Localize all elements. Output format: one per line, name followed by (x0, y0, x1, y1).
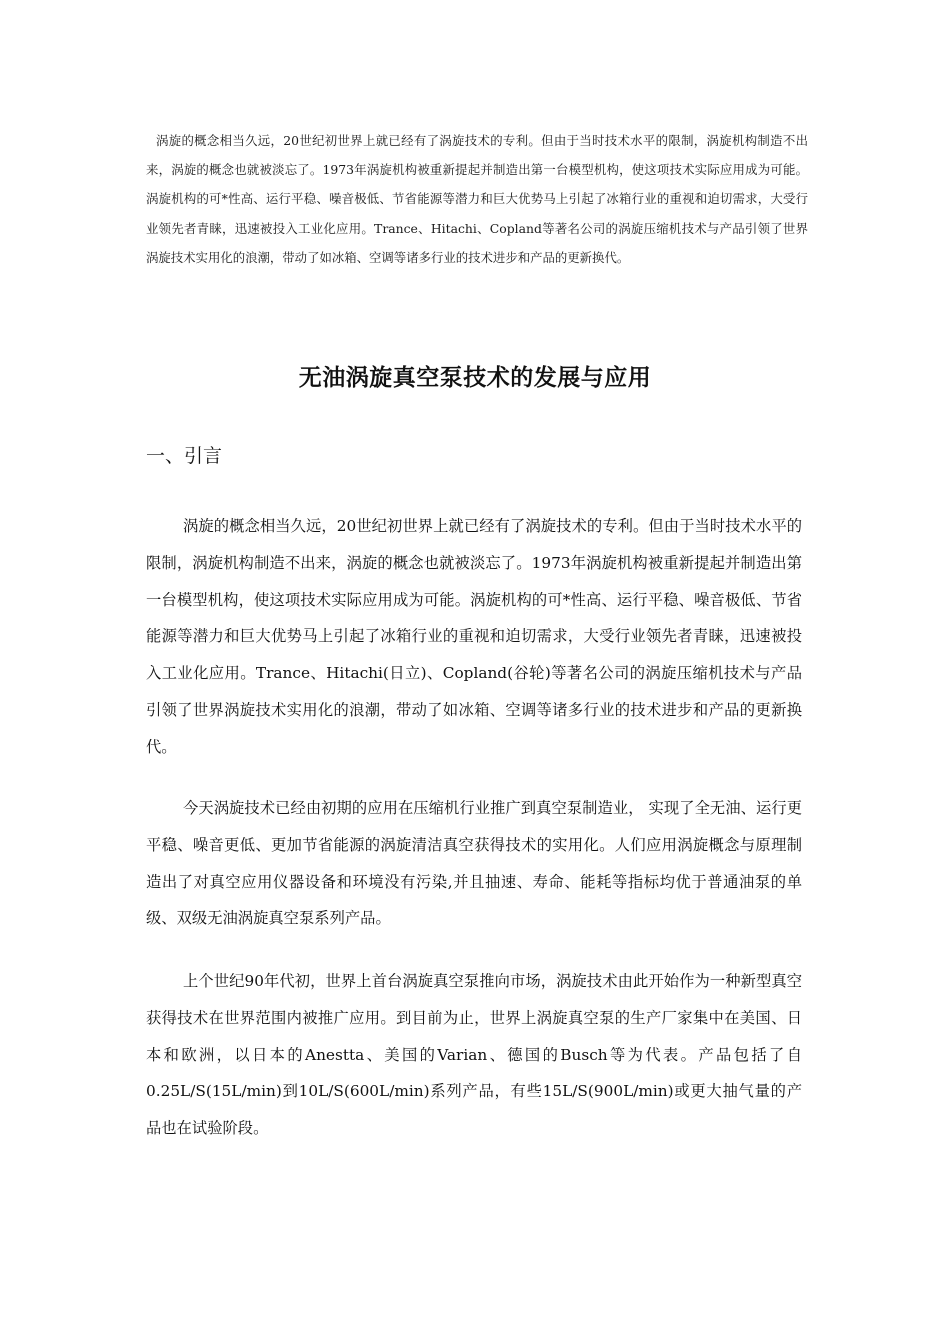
body-paragraph-1: 涡旋的概念相当久远，20世纪初世界上就已经有了涡旋技术的专利。但由于当时技术水平的限制，涡旋机构制造不出来，涡旋的概念也就被淡忘了。1973年涡旋机构被重新提起并制造出第一台模型机构，使这项技术实际应用成为可能。涡旋机构的可*性高、运行平稳、噪音极低、节省能源等潜力和巨大优势马上引起了冰箱行业的重视和迫切需求，大受行业领先者青睐，迅速被投入工业化应用。Trance、Hitachi(日立)、Copland(谷轮)等著名公司的涡旋压缩机技术与产品引领了世界涡旋技术实用化的浪潮，带动了如冰箱、空调等诸多行业的技术进步和产品的更新换代。 (146, 517, 802, 756)
body-paragraph-2: 今天涡旋技术已经由初期的应用在压缩机行业推广到真空泵制造业， 实现了全无油、运行更平稳、噪音更低、更加节省能源的涡旋清洁真空获得技术的实用化。人们应用涡旋概念与原理制造出了对真空应用仪器设备和环境没有污染,并且抽速、寿命、能耗等指标均优于普通油泵的单级、双级无油涡旋真空泵系列产品。 (146, 799, 802, 928)
article-title: 无油涡旋真空泵技术的发展与应用 (298, 364, 652, 391)
summary-paragraph: 涡旋的概念相当久远，20世纪初世界上就已经有了涡旋技术的专利。但由于当时技术水平的限制，涡旋机构制造不出来，涡旋的概念也就被淡忘了。1973年涡旋机构被重新提起并制造出第一台模型机构，使这项技术实际应用成为可能。涡旋机构的可*性高、运行平稳、噪音极低、节省能源等潜力和巨大优势马上引起了冰箱行业的重视和迫切需求，大受行业领先者青睐，迅速被投入工业化应用。Trance、Hitachi、Copland等著名公司的涡旋压缩机技术与产品引领了世界涡旋技术实用化的浪潮，带动了如冰箱、空调等诸多行业的技术进步和产品的更新换代。 (146, 133, 808, 265)
section-heading-introduction: 一、引言 (146, 445, 223, 467)
body-paragraph-3: 上个世纪90年代初，世界上首台涡旋真空泵推向市场，涡旋技术由此开始作为一种新型真空获得技术在世界范围内被推广应用。到目前为止，世界上涡旋真空泵的生产厂家集中在美国、日本和欧洲，以日本的Anestta、美国的Varian、德国的Busch等为代表。产品包括了自0.25L/S(15L/min)到10L/S(600L/min)系列产品，有些15L/S(900L/min)或更大抽气量的产品也在试验阶段。 (146, 972, 802, 1138)
